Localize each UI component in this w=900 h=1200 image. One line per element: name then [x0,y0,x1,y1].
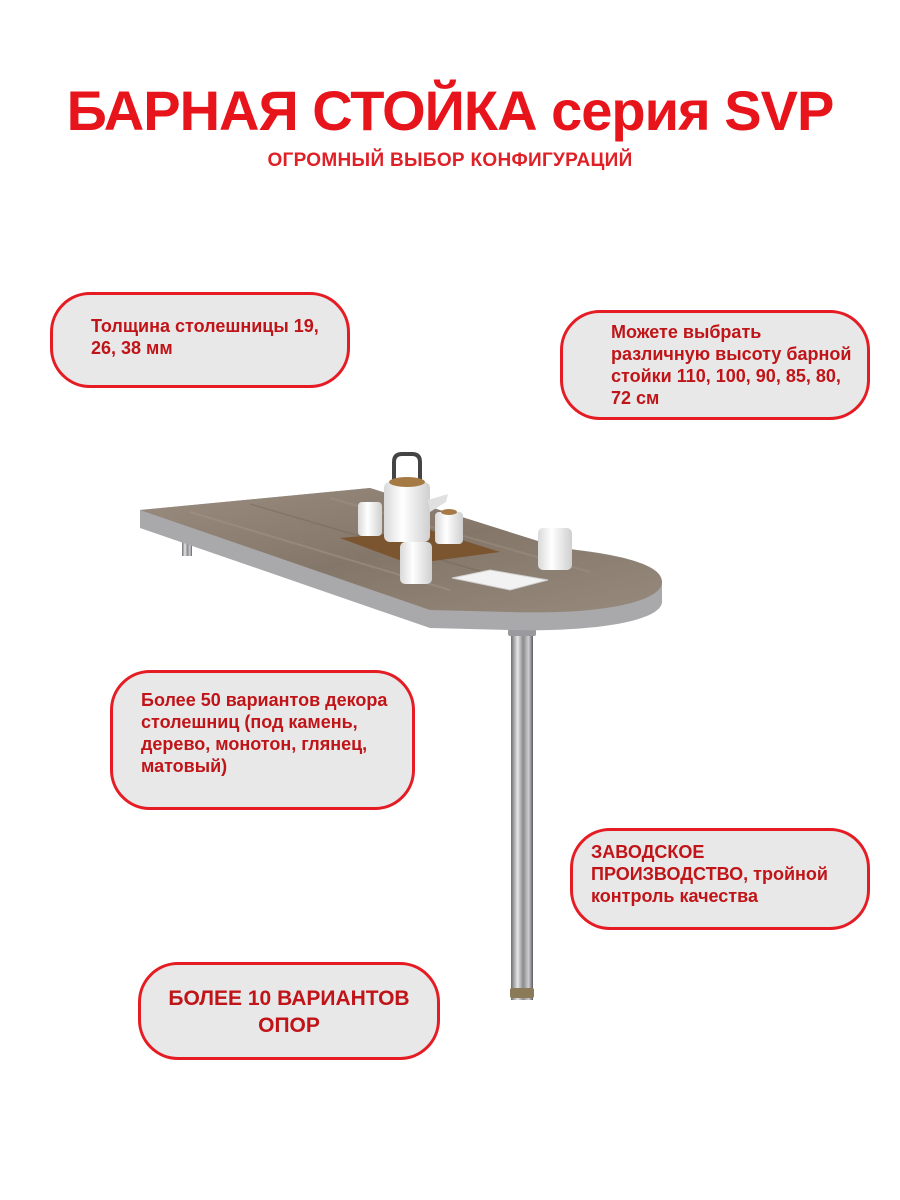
feature-bubble-height [560,310,870,420]
feature-text-factory: ЗАВОДСКОЕ ПРОИЗВОДСТВО, тройной контроль качества [591,842,828,906]
cup-3 [400,542,432,584]
cup-4 [538,528,572,570]
bar-counter-illustration [130,440,690,1020]
page-title: БАРНАЯ СТОЙКА серия SVP [66,79,834,142]
page-subtitle: ОГРОМНЫЙ ВЫБОР КОНФИГУРАЦИЙ [267,150,633,171]
cup-2 [435,509,463,544]
feature-bubble-thickness [50,292,350,388]
cup-1 [358,502,382,536]
feature-text-thickness: Толщина столешницы 19, 26, 38 мм [91,316,319,358]
feature-text-height: Можете выбрать различную высоту барной стойки 110, 100, 90, 85, 80, 72 см [611,322,852,408]
support-leg [508,620,536,1000]
feature-text-supports: БОЛЕЕ 10 ВАРИАНТОВ ОПОР [168,987,410,1037]
feature-text-decor: Более 50 вариантов декора столешниц (под камень, дерево, монотон, глянец, матовый) [141,690,388,776]
